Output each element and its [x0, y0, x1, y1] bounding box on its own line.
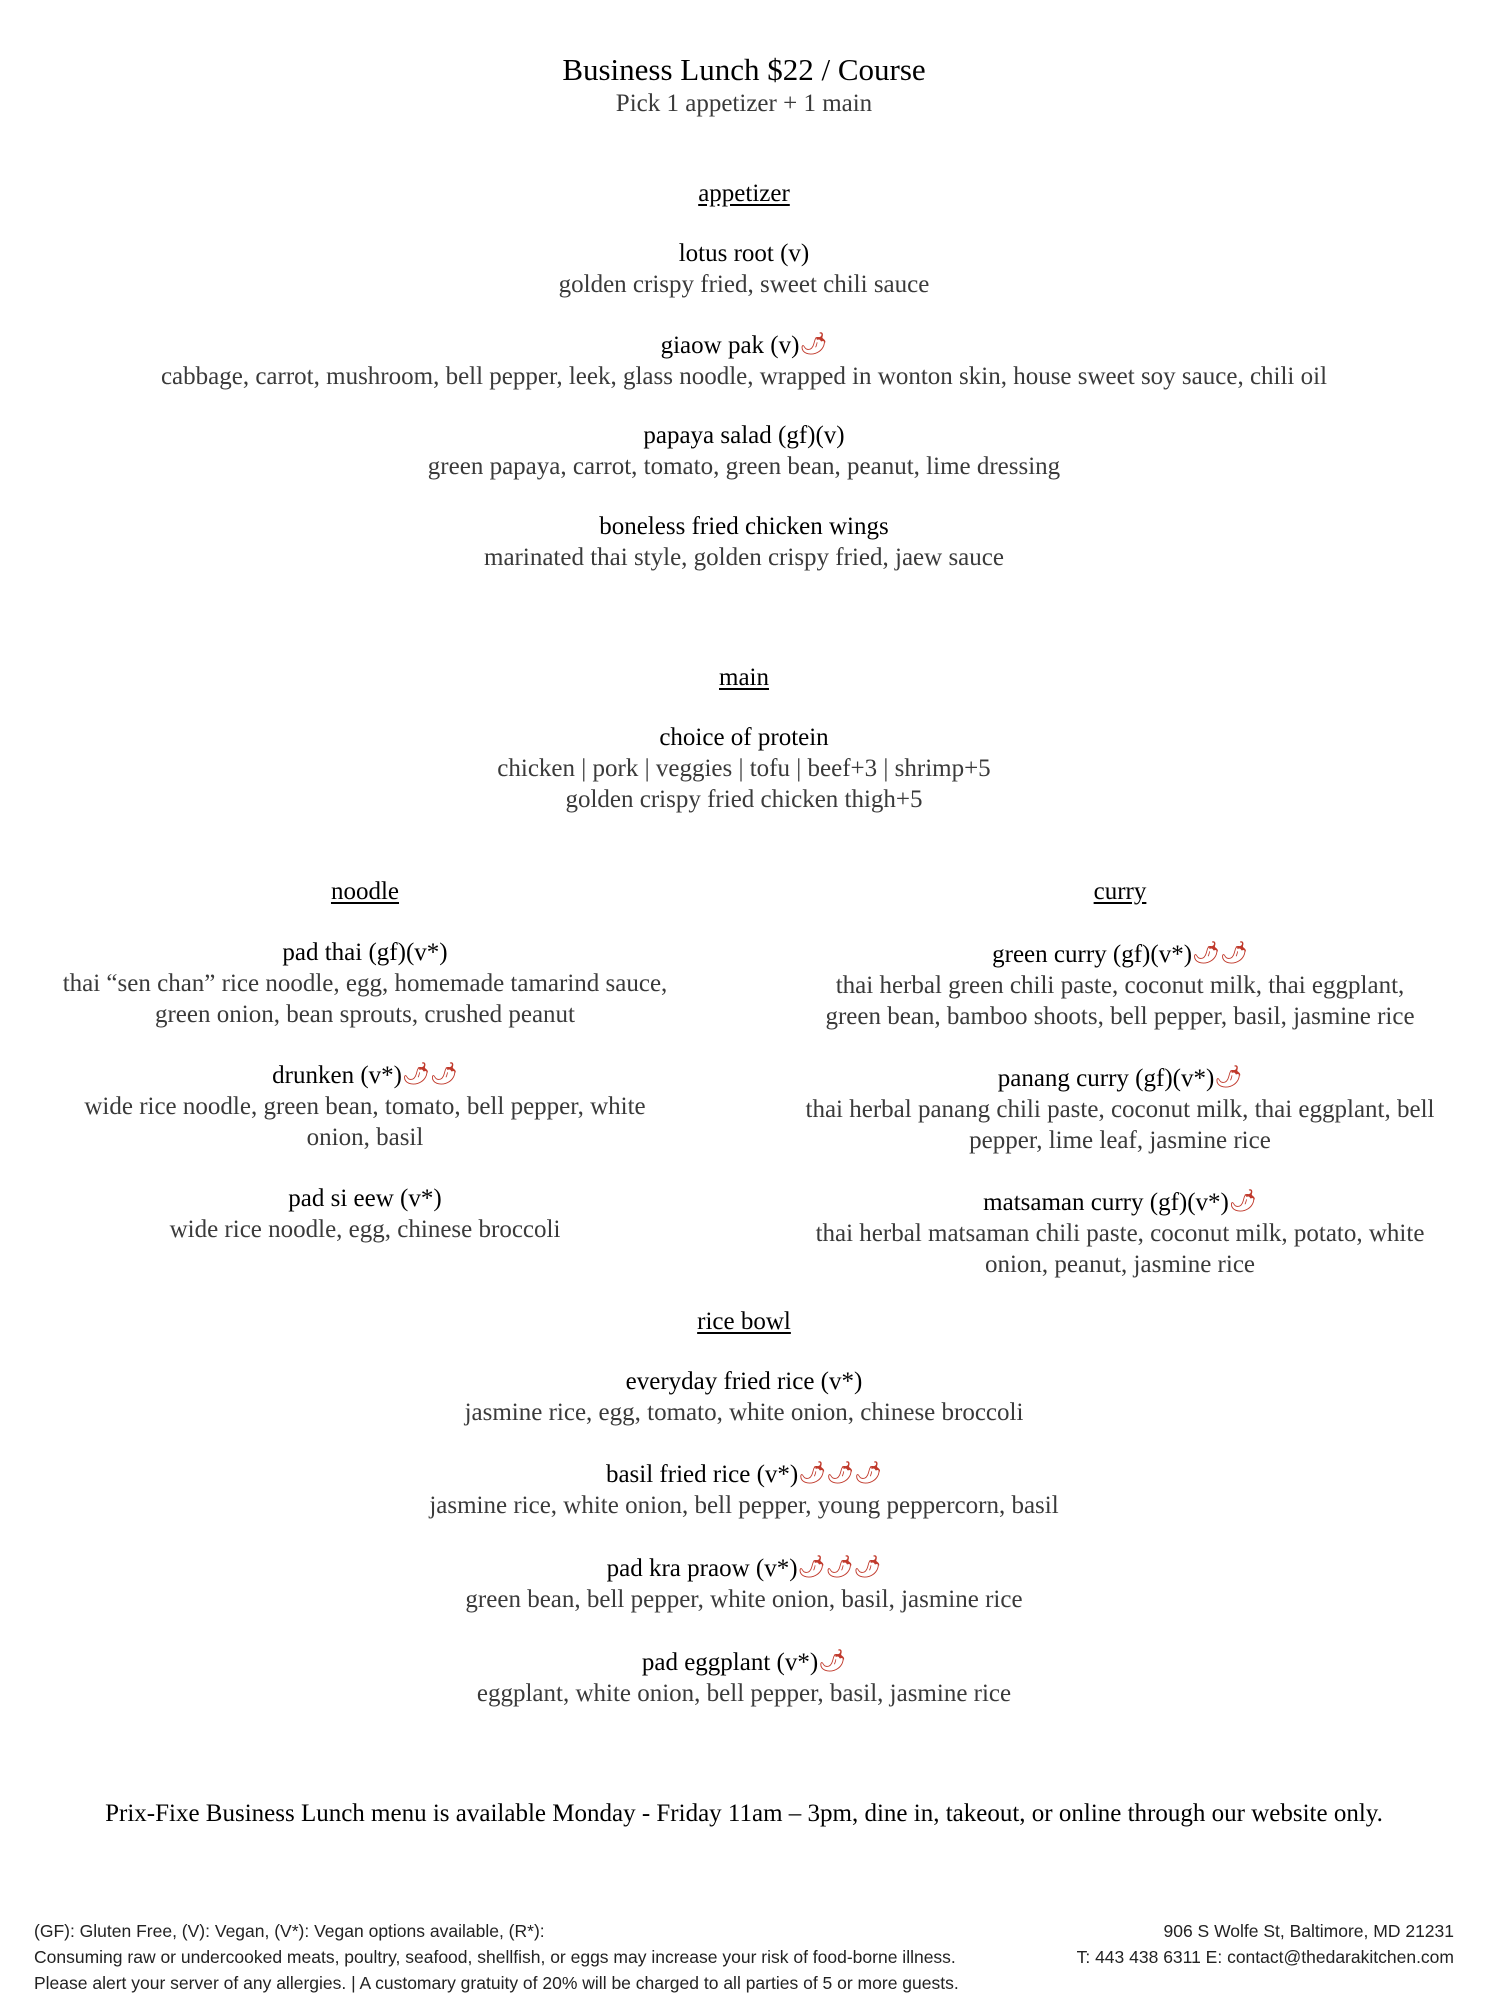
protein-options: chicken | pork | veggies | tofu | beef+3 | shrimp+5	[497, 755, 991, 782]
section-heading-main: main	[719, 664, 769, 691]
warning-text: Consuming raw or undercooked meats, poultry, seafood, shellfish, or eggs may increase your risk of food-borne illness.	[34, 1947, 956, 1967]
item-description: jasmine rice, white onion, bell pepper, young peppercorn, basil	[429, 1492, 1059, 1519]
main-section	[0, 662, 1488, 694]
section-heading-rice-bowl: rice bowl	[697, 1308, 791, 1335]
rice-bowl-section	[0, 1306, 1488, 1338]
item-description: onion, basil	[306, 1124, 424, 1151]
item-name: everyday fried rice (v*)	[625, 1368, 863, 1395]
allergy-gratuity-notice: Please alert your server of any allergies. | A customary gratuity of 20% will be charged to all parties of 5 or more guests.	[34, 1973, 959, 1993]
rice-bowl-item	[0, 1553, 1488, 1615]
food-safety-warning	[34, 1944, 956, 1970]
chili-pepper-icon: 🌶	[1214, 1064, 1243, 1089]
item-name: pad si eew (v*)	[288, 1185, 442, 1212]
item-name: giaow pak (v)	[660, 332, 800, 359]
chili-pepper-icon: 🌶	[818, 1648, 847, 1673]
appetizer-item	[0, 511, 1488, 573]
item-description: wide rice noodle, egg, chinese broccoli	[169, 1216, 561, 1243]
dietary-legend: (GF): Gluten Free, (V): Vegan, (V*): Vegan options available, (R*):	[34, 1921, 545, 1941]
rice-bowl-item	[0, 1647, 1488, 1709]
item-name: pad eggplant (v*)	[641, 1649, 819, 1676]
noodle-item	[40, 1183, 690, 1245]
chili-pepper-icon: 🌶🌶🌶	[797, 1554, 882, 1579]
item-name: panang curry (gf)(v*)	[997, 1065, 1215, 1092]
noodle-item	[40, 1060, 690, 1153]
item-description: golden crispy fried, sweet chili sauce	[558, 271, 930, 298]
item-name: drunken (v*)	[272, 1062, 402, 1089]
item-description: cabbage, carrot, mushroom, bell pepper, leek, glass noodle, wrapped in wonton skin, house sweet soy sauce, chili oil	[160, 363, 1328, 390]
item-name: papaya salad (gf)(v)	[643, 422, 845, 449]
item-name: matsaman curry (gf)(v*)	[983, 1189, 1229, 1216]
item-description: onion, peanut, jasmine rice	[984, 1251, 1256, 1278]
item-description: pepper, lime leaf, jasmine rice	[969, 1127, 1271, 1154]
item-description: thai herbal matsaman chili paste, coconut milk, potato, white	[815, 1220, 1425, 1247]
restaurant-address: 906 S Wolfe St, Baltimore, MD 21231	[1163, 1921, 1454, 1941]
item-description: thai herbal green chili paste, coconut milk, thai eggplant,	[835, 972, 1405, 999]
item-description: thai “sen chan” rice noodle, egg, homemade tamarind sauce,	[62, 970, 668, 997]
item-description: thai herbal panang chili paste, coconut milk, thai eggplant, bell	[805, 1096, 1435, 1123]
appetizer-section	[0, 178, 1488, 210]
item-name: boneless fried chicken wings	[599, 513, 889, 540]
item-name: pad thai (gf)(v*)	[282, 939, 448, 966]
section-heading-noodle: noodle	[330, 878, 400, 905]
item-name: green curry (gf)(v*)	[992, 941, 1193, 968]
protein-choice	[0, 722, 1488, 815]
protein-extra: golden crispy fried chicken thigh+5	[565, 786, 923, 813]
contact-info: T: 443 438 6311 E: contact@thedarakitchen.com	[1076, 1947, 1454, 1967]
item-description: jasmine rice, egg, tomato, white onion, chinese broccoli	[464, 1399, 1024, 1426]
section-heading-curry: curry	[1093, 878, 1147, 905]
curry-section	[780, 876, 1460, 1280]
section-heading-appetizer: appetizer	[698, 180, 790, 207]
footer	[34, 1918, 1454, 1998]
rice-bowl-item	[0, 1459, 1488, 1521]
item-description: green onion, bean sprouts, crushed peanut	[154, 1001, 576, 1028]
item-description: eggplant, white onion, bell pepper, basil, jasmine rice	[476, 1680, 1012, 1707]
chili-pepper-icon: 🌶🌶	[1192, 940, 1248, 965]
item-name: lotus root (v)	[678, 240, 810, 267]
appetizer-item	[0, 420, 1488, 482]
appetizer-item	[0, 238, 1488, 300]
noodle-section	[40, 876, 690, 1245]
rice-bowl-item	[0, 1366, 1488, 1428]
item-description: green papaya, carrot, tomato, green bean, peanut, lime dressing	[427, 453, 1061, 480]
noodle-item	[40, 937, 690, 1030]
item-name: pad kra praow (v*)	[606, 1555, 798, 1582]
item-description: wide rice noodle, green bean, tomato, bell pepper, white	[84, 1093, 646, 1120]
menu-subtitle: Pick 1 appetizer + 1 main	[615, 90, 873, 117]
chili-pepper-icon: 🌶	[1228, 1188, 1257, 1213]
item-description: green bean, bamboo shoots, bell pepper, basil, jasmine rice	[825, 1003, 1415, 1030]
appetizer-item	[0, 330, 1488, 392]
chili-pepper-icon: 🌶🌶🌶	[798, 1460, 883, 1485]
menu-title: Business Lunch $22 / Course	[562, 52, 926, 87]
curry-item	[780, 939, 1460, 1032]
item-name: basil fried rice (v*)	[605, 1461, 799, 1488]
chili-pepper-icon: 🌶	[799, 331, 828, 356]
curry-item	[780, 1063, 1460, 1156]
item-description: marinated thai style, golden crispy fried, jaew sauce	[484, 544, 1004, 571]
curry-item	[780, 1187, 1460, 1280]
chili-pepper-icon: 🌶🌶	[401, 1061, 458, 1086]
item-description: green bean, bell pepper, white onion, basil, jasmine rice	[465, 1586, 1023, 1613]
protein-title: choice of protein	[659, 724, 829, 751]
availability-note: Prix-Fixe Business Lunch menu is available Monday - Friday 11am – 3pm, dine in, takeout, or online through our website only.	[105, 1800, 1383, 1827]
